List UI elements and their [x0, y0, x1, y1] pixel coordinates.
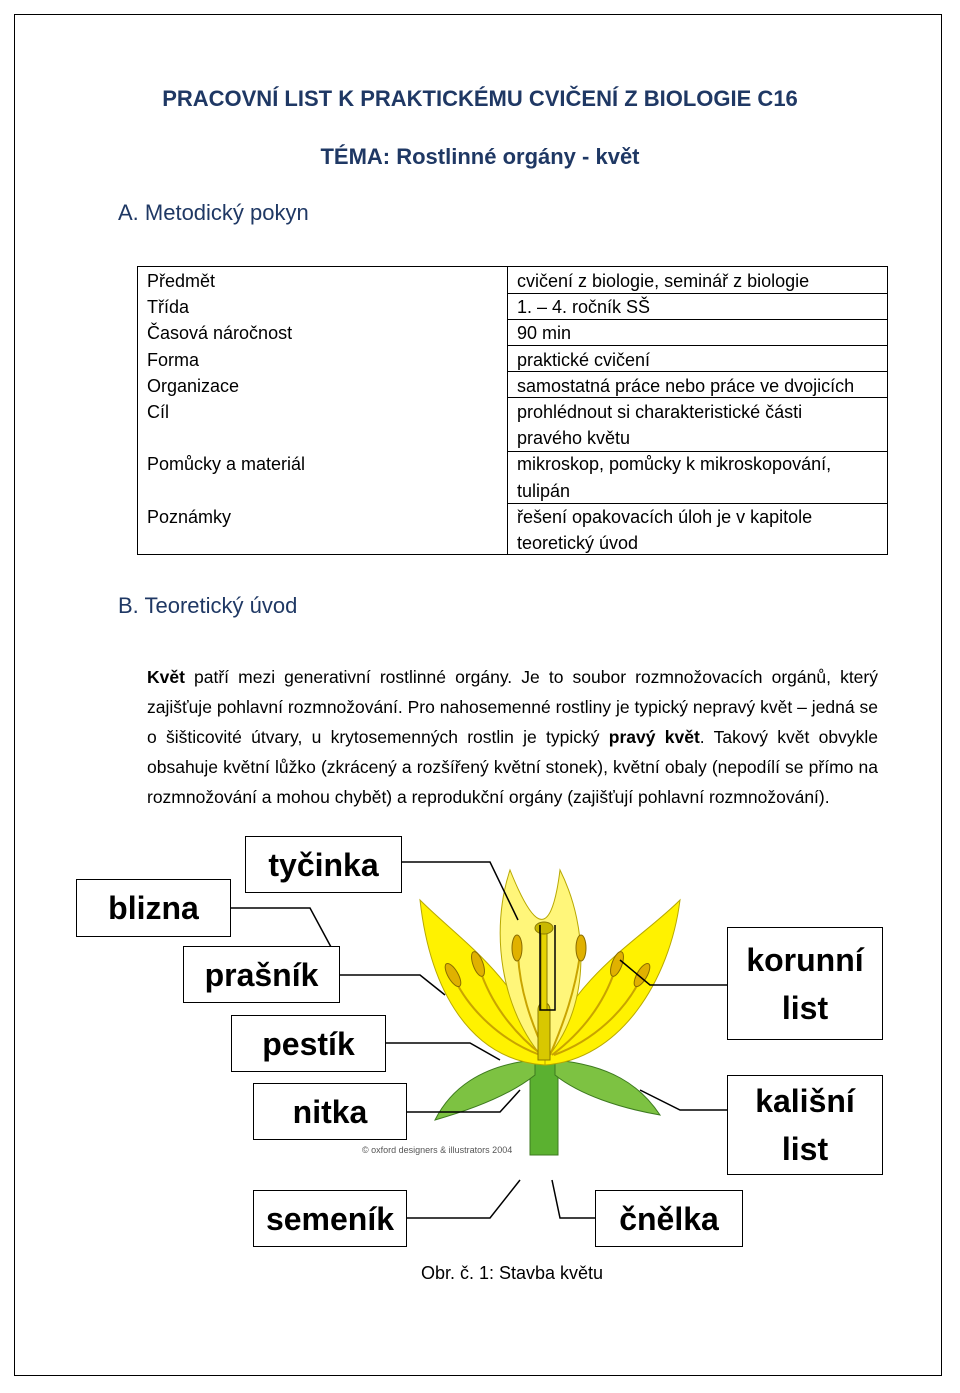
meta-value: řešení opakovacích úloh je v kapitole: [517, 506, 813, 527]
label-box-semenik[interactable]: [253, 1190, 407, 1247]
meta-values: [517, 268, 854, 556]
meta-value: 1. – 4. ročník SŠ: [517, 297, 651, 318]
figure-caption: Obr. č. 1: Stavba květu: [420, 1263, 604, 1283]
meta-key: Forma: [147, 349, 200, 370]
section-b-heading: B. Teoretický úvod: [118, 593, 298, 618]
label-text: kališní: [755, 1083, 855, 1119]
meta-value: teoretický úvod: [517, 533, 639, 554]
meta-value: samostatná práce nebo práce ve dvojicích: [517, 375, 855, 396]
label-box-kalisni-list[interactable]: [727, 1075, 883, 1175]
label-text: semeník: [265, 1200, 395, 1237]
section-a-heading: A. Metodický pokyn: [118, 200, 309, 225]
topic-title: TÉMA: Rostlinné orgány - květ: [320, 144, 640, 169]
intro-text: . Takový květ obvykle obsahuje květní lůžko (zkrácený a rozšířený květní stonek), květní obaly (nepodílí se přímo na rozmnožování a mohou chybět) a reprodukční orgány (zajišťují pohlavní rozmnožování).: [147, 727, 878, 807]
meta-key: Předmět: [147, 271, 216, 291]
stigma: [535, 922, 553, 934]
meta-value: cvičení z biologie, seminář z biologie: [517, 271, 810, 291]
meta-key: Pomůcky a materiál: [147, 454, 306, 475]
meta-key: Poznámky: [147, 506, 232, 527]
intro-text: patří mezi generativní rostlinné orgány. Je to soubor rozmnožovacích orgánů, který zajišťuje pohlavní rozmnožování. Pro nahosemenné rostliny je typický nepravý květ – jedná se o šišticovité útvary, u krytosemenných rostlin je typický: [147, 667, 878, 747]
meta-keys: [147, 268, 305, 530]
meta-key: Časová náročnost: [147, 323, 293, 344]
label-text: pestík: [262, 1025, 355, 1062]
label-text: list: [781, 989, 829, 1026]
copyright-text: © oxford designers & illustrators 2004: [362, 1145, 513, 1155]
flower-diagram: [360, 860, 760, 1160]
meta-key: Organizace: [147, 375, 240, 396]
term-pravy-kvet: pravý květ: [608, 727, 700, 747]
meta-key: Třída: [147, 297, 190, 318]
sepal: [435, 1060, 535, 1120]
meta-value: 90 min: [517, 323, 572, 344]
meta-key: [147, 478, 305, 504]
intro-paragraph: [147, 662, 878, 812]
label-text: tyčinka: [268, 846, 379, 883]
label-box-cnelka[interactable]: [595, 1190, 743, 1247]
label-text: prašník: [204, 956, 319, 993]
meta-table-divider: [507, 266, 508, 555]
meta-key: Cíl: [147, 402, 169, 423]
term-kvet: Květ: [147, 667, 185, 687]
page-title: PRACOVNÍ LIST K PRAKTICKÉMU CVIČENÍ Z BIOLOGIE C16: [162, 86, 798, 111]
style: [541, 930, 547, 1010]
label-box-korunni-list[interactable]: [727, 927, 883, 1040]
meta-key: [147, 425, 305, 451]
meta-value: tulipán: [517, 480, 571, 501]
label-text: čnělka: [619, 1200, 719, 1237]
label-text: list: [781, 1131, 829, 1167]
label-box-blizna[interactable]: [76, 879, 231, 937]
label-box-pestik[interactable]: [231, 1015, 386, 1072]
label-box-tycinka[interactable]: [245, 836, 402, 893]
sepal: [555, 1060, 660, 1115]
meta-value: prohlédnout si charakteristické části: [517, 402, 803, 423]
meta-value: pravého květu: [517, 428, 631, 449]
meta-value: praktické cvičení: [517, 349, 651, 370]
ovary: [538, 1003, 550, 1061]
meta-value: mikroskop, pomůcky k mikroskopování,: [517, 454, 832, 475]
label-text: blizna: [108, 890, 199, 926]
label-text: nitka: [292, 1093, 368, 1130]
label-box-nitka[interactable]: [253, 1083, 407, 1140]
label-box-prasnik[interactable]: [183, 946, 340, 1003]
label-text: korunní: [746, 941, 864, 978]
